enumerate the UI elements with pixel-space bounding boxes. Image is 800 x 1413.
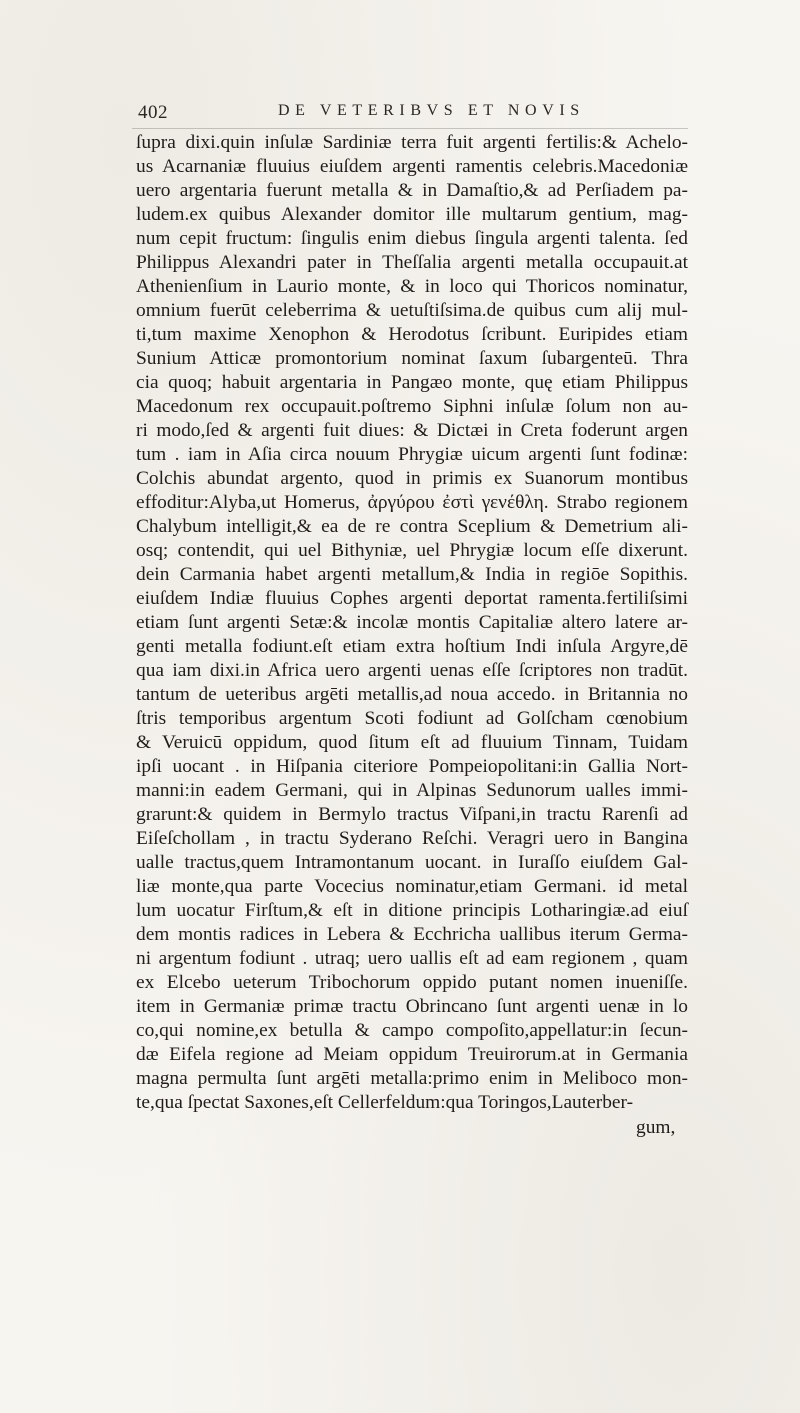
text-line: dem montis radices in Lebera & Ecchricha uallibus iterum Germa- bbox=[136, 924, 688, 945]
text-line: grarunt:& quidem in Bermylo tractus Viſpani,in tractu Rarenſi ad bbox=[136, 804, 688, 825]
text-line: ri modo,ſed & argenti fuit diues: & Dictæi in Creta foderunt argen bbox=[136, 420, 688, 441]
text-line: Eiſeſchollam , in tractu Syderano Reſchi. Veragri uero in Bangina bbox=[136, 828, 688, 849]
text-line: Colchis abundat argento, quod in primis ex Suanorum montibus bbox=[136, 468, 688, 489]
text-line: etiam ſunt argenti Setæ:& incolæ montis Capitaliæ altero latere ar- bbox=[136, 612, 688, 633]
text-line: ſupra dixi.quin inſulæ Sardiniæ terra fuit argenti fertilis:& Achelo- bbox=[136, 132, 688, 153]
text-line: Philippus Alexandri pater in Theſſalia argenti metalla occupauit.at bbox=[136, 252, 688, 273]
page-number: 402 bbox=[138, 102, 168, 123]
text-line: eiuſdem Indiæ fluuius Cophes argenti deportat ramenta.fertiliſsimi bbox=[136, 588, 688, 609]
text-line: tum . iam in Aſia circa nouum Phrygiæ uicum argenti ſunt fodinæ: bbox=[136, 444, 688, 465]
text-line: co,qui nomine,ex betulla & campo compoſito,appellatur:in ſecun- bbox=[136, 1020, 688, 1041]
text-line: effoditur:Alyba,ut Homerus, ἀργύρου ἐστὶ γενέθλη. Strabo regionem bbox=[136, 492, 688, 513]
text-line: ualle tractus,quem Intramontanum uocant. in Iuraſſo eiuſdem Gal- bbox=[136, 852, 688, 873]
text-line: Athenienſium in Laurio monte, & in loco qui Thoricos nominatur, bbox=[136, 276, 688, 297]
text-line: & Veruicū oppidum, quod ſitum eſt ad fluuium Tinnam, Tuidam bbox=[136, 732, 688, 753]
running-title: DE VETERIBVS ET NOVIS bbox=[278, 102, 585, 119]
text-line: qua iam dixi.in Africa uero argenti uenas eſſe ſcriptores non tradūt. bbox=[136, 660, 688, 681]
text-line: Macedonum rex occupauit.poſtremo Siphni inſulæ ſolum non au- bbox=[136, 396, 688, 417]
text-line: cia quoq; habuit argentaria in Pangæo monte, quę etiam Philippus bbox=[136, 372, 688, 393]
text-line: ludem.ex quibus Alexander domitor ille multarum gentium, mag- bbox=[136, 204, 688, 225]
text-line: Sunium Atticæ promontorium nominat ſaxum ſubargenteū. Thra bbox=[136, 348, 688, 369]
text-line: liæ monte,qua parte Vocecius nominatur,etiam Germani. id metal bbox=[136, 876, 688, 897]
text-line: dæ Eifela regione ad Meiam oppidum Treuirorum.at in Germania bbox=[136, 1044, 688, 1065]
header-rule bbox=[132, 128, 688, 129]
text-line: manni:in eadem Germani, qui in Alpinas Sedunorum ualles immi- bbox=[136, 780, 688, 801]
text-line: item in Germaniæ primæ tractu Obrincano ſunt argenti uenæ in lo bbox=[136, 996, 688, 1017]
text-line: omnium fuerūt celeberrima & uetuſtiſsima.de quibus cum alij mul- bbox=[136, 300, 688, 321]
text-line: osq; contendit, qui uel Bithyniæ, uel Phrygiæ locum eſſe dixerunt. bbox=[136, 540, 688, 561]
text-line: tantum de ueteribus argēti metallis,ad noua accedo. in Britannia no bbox=[136, 684, 688, 705]
text-line: ipſi uocant . in Hiſpania citeriore Pompeiopolitani:in Gallia Nort- bbox=[136, 756, 688, 777]
catchword: gum, bbox=[636, 1117, 676, 1138]
text-line: ti,tum maxime Xenophon & Herodotus ſcribunt. Euripides etiam bbox=[136, 324, 688, 345]
text-line: ſtris temporibus argentum Scoti fodiunt ad Golſcham cœnobium bbox=[136, 708, 688, 729]
text-line: te,qua ſpectat Saxones,eſt Cellerfeldum:qua Toringos,Lauterber- bbox=[136, 1092, 634, 1113]
text-line: us Acarnaniæ fluuius eiuſdem argenti ramentis celebris.Macedoniæ bbox=[136, 156, 688, 177]
text-line: ni argentum fodiunt . utraq; uero uallis eſt ad eam regionem , quam bbox=[136, 948, 688, 969]
text-line: Chalybum intelligit,& ea de re contra Sceplium & Demetrium ali- bbox=[136, 516, 688, 537]
text-line: dein Carmania habet argenti metallum,& India in regiōe Sopithis. bbox=[136, 564, 688, 585]
body-text bbox=[136, 131, 688, 1115]
text-line: num cepit fructum: ſingulis enim diebus ſingula argenti talenta. ſed bbox=[136, 228, 688, 249]
text-line: magna permulta ſunt argēti metalla:primo enim in Meliboco mon- bbox=[136, 1068, 688, 1089]
text-line: uero argentaria fuerunt metalla & in Damaſtio,& ad Perſiadem pa- bbox=[136, 180, 688, 201]
text-line: ex Elcebo ueterum Tribochorum oppido putant nomen inueniſſe. bbox=[136, 972, 688, 993]
running-head bbox=[138, 100, 683, 126]
text-line: lum uocatur Firſtum,& eſt in ditione principis Lotharingiæ.ad eiuſ bbox=[136, 900, 688, 921]
text-line: genti metalla fodiunt.eſt etiam extra hoſtium Indi inſula Argyre,dē bbox=[136, 636, 688, 657]
